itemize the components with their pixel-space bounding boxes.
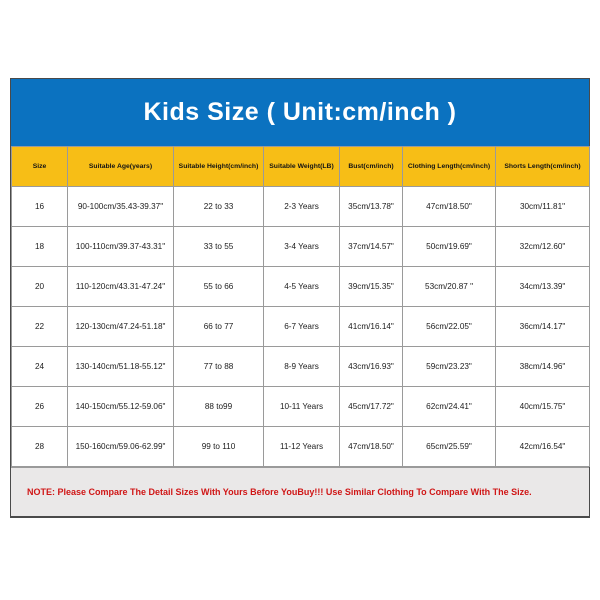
table-row-size-28	[12, 427, 590, 467]
size-chart-sheet	[10, 78, 590, 518]
col-header-bust: Bust(cm/inch)	[340, 147, 403, 187]
col-header-size: Size	[12, 147, 68, 187]
cell-age: 130-140cm/51.18-55.12"	[68, 347, 174, 387]
cell-bust: 37cm/14.57"	[340, 227, 403, 267]
cell-clothing-length: 50cm/19.69"	[403, 227, 496, 267]
size-table	[11, 146, 590, 467]
table-title-bar	[11, 79, 589, 146]
cell-size: 22	[12, 307, 68, 347]
table-row-size-22	[12, 307, 590, 347]
cell-size: 28	[12, 427, 68, 467]
cell-shorts-length: 32cm/12.60"	[496, 227, 590, 267]
cell-clothing-length: 62cm/24.41"	[403, 387, 496, 427]
table-row-size-26	[12, 387, 590, 427]
cell-bust: 43cm/16.93"	[340, 347, 403, 387]
cell-weight: 2-3 Years	[264, 187, 340, 227]
cell-height: 77 to 88	[174, 347, 264, 387]
cell-weight: 4-5 Years	[264, 267, 340, 307]
cell-height: 88 to99	[174, 387, 264, 427]
cell-size: 16	[12, 187, 68, 227]
cell-height: 66 to 77	[174, 307, 264, 347]
cell-clothing-length: 65cm/25.59"	[403, 427, 496, 467]
cell-age: 140-150cm/55.12-59.06"	[68, 387, 174, 427]
cell-bust: 47cm/18.50"	[340, 427, 403, 467]
table-row-size-16	[12, 187, 590, 227]
cell-clothing-length: 59cm/23.23"	[403, 347, 496, 387]
cell-size: 24	[12, 347, 68, 387]
cell-height: 55 to 66	[174, 267, 264, 307]
cell-size: 20	[12, 267, 68, 307]
cell-age: 120-130cm/47.24-51.18"	[68, 307, 174, 347]
cell-age: 100-110cm/39.37-43.31"	[68, 227, 174, 267]
cell-weight: 11-12 Years	[264, 427, 340, 467]
cell-bust: 41cm/16.14"	[340, 307, 403, 347]
cell-age: 150-160cm/59.06-62.99"	[68, 427, 174, 467]
col-header-suitable-weight: Suitable Weight(LB)	[264, 147, 340, 187]
table-row-size-18	[12, 227, 590, 267]
table-title: Kids Size ( Unit:cm/inch )	[143, 98, 457, 126]
col-header-suitable-age: Suitable Age(years)	[68, 147, 174, 187]
cell-weight: 10-11 Years	[264, 387, 340, 427]
cell-age: 110-120cm/43.31-47.24"	[68, 267, 174, 307]
cell-bust: 35cm/13.78"	[340, 187, 403, 227]
cell-shorts-length: 42cm/16.54"	[496, 427, 590, 467]
cell-height: 99 to 110	[174, 427, 264, 467]
cell-bust: 45cm/17.72"	[340, 387, 403, 427]
table-row-size-24	[12, 347, 590, 387]
cell-age: 90-100cm/35.43-39.37"	[68, 187, 174, 227]
cell-shorts-length: 34cm/13.39"	[496, 267, 590, 307]
col-header-suitable-height: Suitable Height(cm/inch)	[174, 147, 264, 187]
cell-weight: 3-4 Years	[264, 227, 340, 267]
cell-bust: 39cm/15.35"	[340, 267, 403, 307]
cell-shorts-length: 38cm/14.96"	[496, 347, 590, 387]
cell-clothing-length: 56cm/22.05"	[403, 307, 496, 347]
cell-height: 33 to 55	[174, 227, 264, 267]
cell-shorts-length: 36cm/14.17"	[496, 307, 590, 347]
table-row-size-20	[12, 267, 590, 307]
cell-weight: 6-7 Years	[264, 307, 340, 347]
cell-size: 26	[12, 387, 68, 427]
cell-shorts-length: 30cm/11.81"	[496, 187, 590, 227]
cell-weight: 8-9 Years	[264, 347, 340, 387]
cell-size: 18	[12, 227, 68, 267]
table-header-row	[12, 147, 590, 187]
note-bar	[11, 467, 589, 516]
cell-clothing-length: 47cm/18.50"	[403, 187, 496, 227]
col-header-clothing-length: Clothing Length(cm/inch)	[403, 147, 496, 187]
note-text: NOTE: Please Compare The Detail Sizes With Yours Before YouBuy!!! Use Similar Clothing To Compare With The Size.	[27, 487, 532, 497]
cell-clothing-length: 53cm/20.87 "	[403, 267, 496, 307]
cell-height: 22 to 33	[174, 187, 264, 227]
col-header-shorts-length: Shorts Length(cm/inch)	[496, 147, 590, 187]
cell-shorts-length: 40cm/15.75"	[496, 387, 590, 427]
